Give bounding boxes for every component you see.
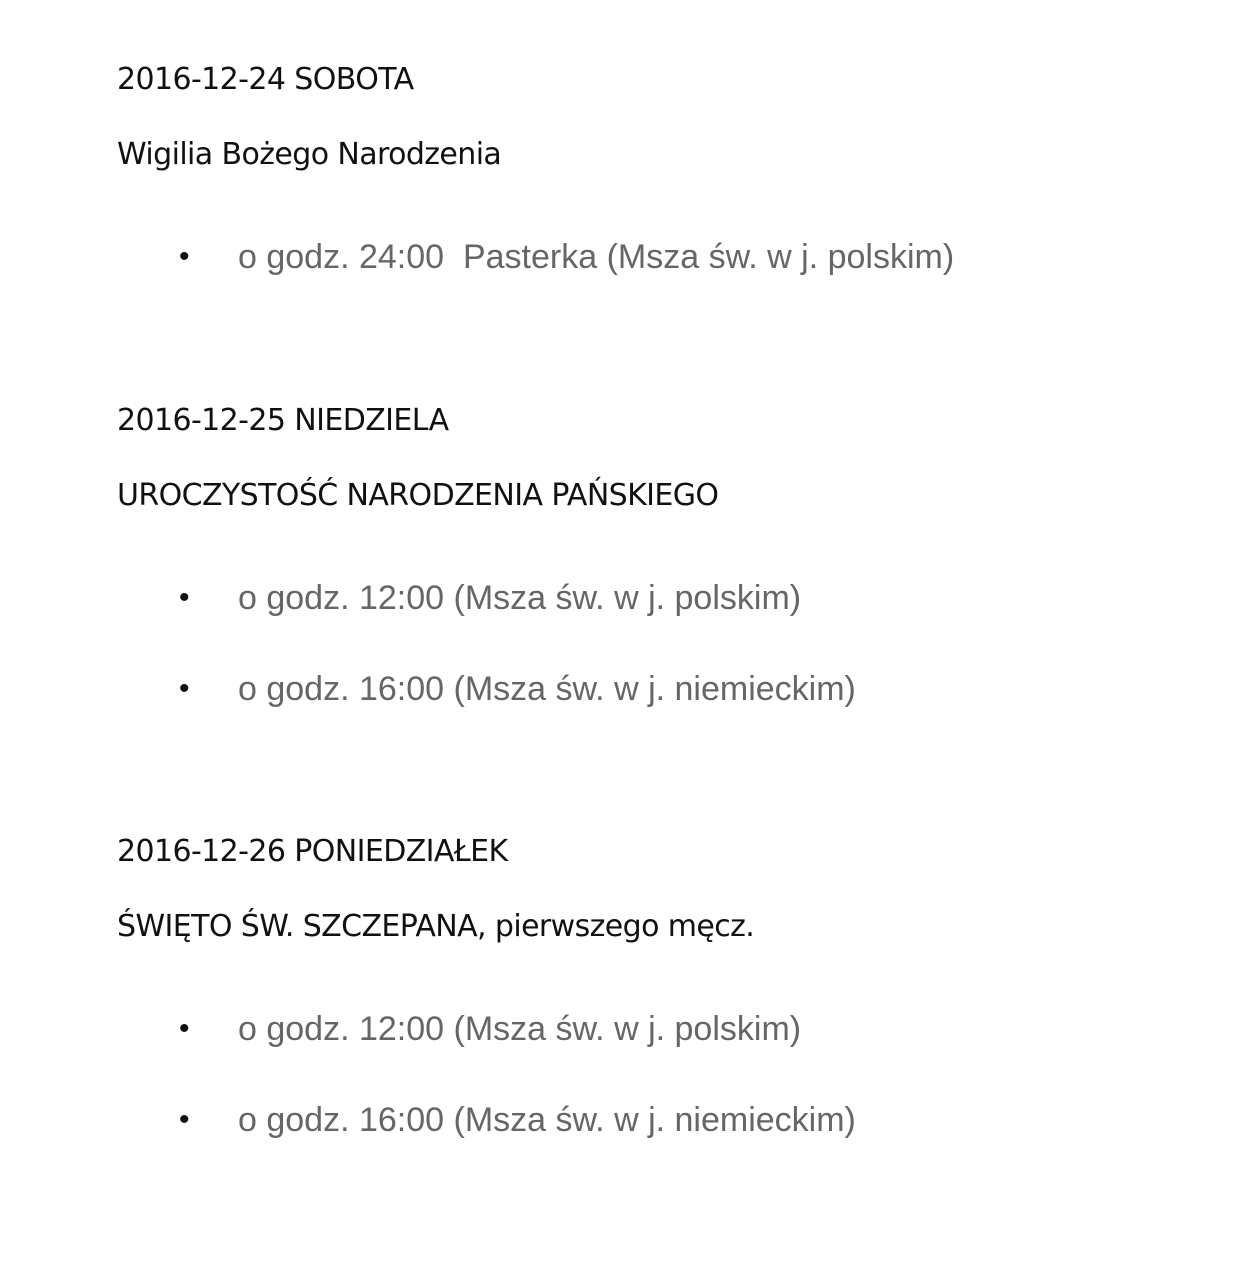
service-list (117, 237, 1167, 277)
day-date: 2016-12-24 SOBOTA (117, 62, 414, 97)
service-item (117, 669, 1167, 709)
service-text: o godz. 16:00 (Msza św. w j. niemieckim) (238, 1101, 856, 1139)
bullet-icon: • (179, 581, 190, 614)
day-date: 2016-12-26 PONIEDZIAŁEK (117, 834, 508, 869)
day-date: 2016-12-25 NIEDZIELA (117, 403, 449, 438)
service-text: o godz. 16:00 (Msza św. w j. niemieckim) (238, 670, 856, 708)
feast-title: UROCZYSTOŚĆ NARODZENIA PAŃSKIEGO (117, 478, 719, 513)
feast-title: ŚWIĘTO ŚW. SZCZEPANA, pierwszego męcz. (117, 909, 755, 944)
service-text: o godz. 12:00 (Msza św. w j. polskim) (238, 579, 802, 617)
service-list (117, 578, 1167, 709)
service-list (117, 1009, 1167, 1140)
bullet-icon: • (179, 1012, 190, 1045)
service-item (117, 1009, 1167, 1049)
service-item (117, 578, 1167, 618)
service-item (117, 237, 1167, 277)
feast-title: Wigilia Bożego Narodzenia (117, 137, 502, 172)
day-section (117, 60, 1167, 328)
bullet-icon: • (179, 672, 190, 705)
bullet-icon: • (179, 240, 190, 273)
service-text: o godz. 24:00 Pasterka (Msza św. w j. polskim) (238, 238, 955, 276)
day-section (117, 401, 1167, 760)
service-item (117, 1100, 1167, 1140)
bullet-icon: • (179, 1103, 190, 1136)
service-text: o godz. 12:00 (Msza św. w j. polskim) (238, 1010, 802, 1048)
day-section (117, 832, 1167, 1191)
